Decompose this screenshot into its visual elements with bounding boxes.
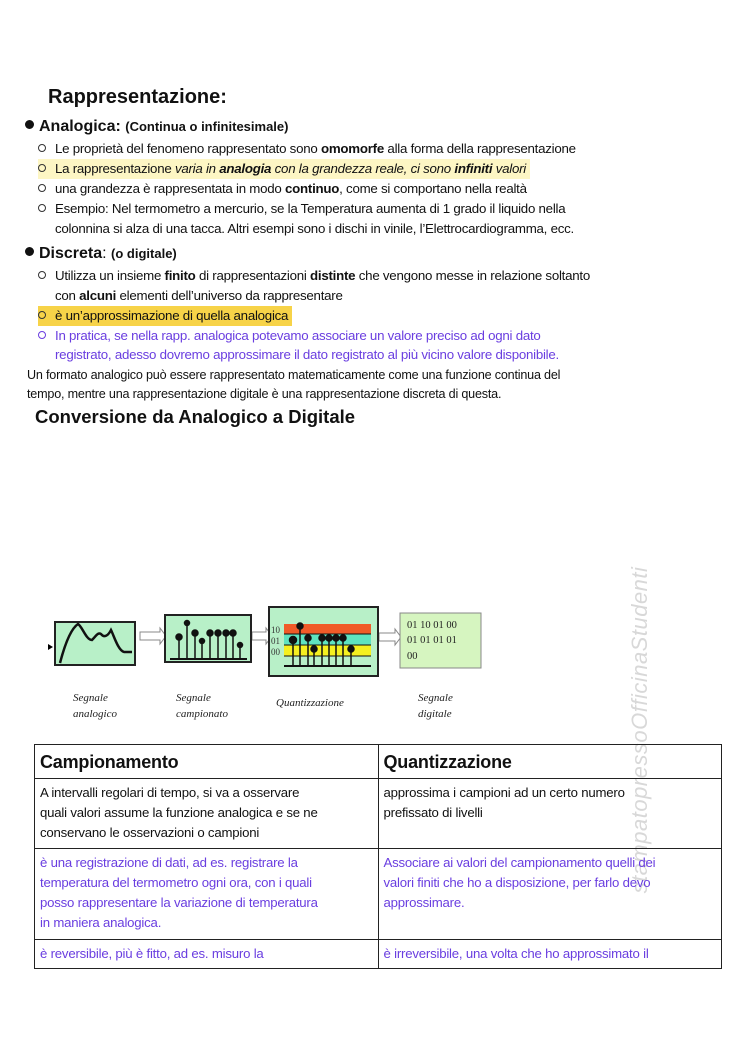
list-item-continuation: colonnina si alza di una tacca. Altri esempi sono i dischi in vinile, l’Elettrocardiogramma, ecc. [55, 221, 574, 236]
list-item: Le proprietà del fenomeno rappresentato sono omomorfe alla forma della rappresentazione [38, 139, 576, 159]
list-item: una grandezza è rappresentata in modo continuo, come si comportano nella realtà [38, 179, 527, 199]
analogica-sub: (Continua o infinitesimale) [125, 119, 289, 134]
binary-line: 01 10 01 00 [407, 620, 457, 631]
table-header: Quantizzazione [378, 745, 722, 779]
list-item-continuation: con alcuni elementi dell’universo da rappresentare [55, 288, 343, 303]
list-item: Utilizza un insieme finito di rappresentazioni distinte che vengono messe in relazione soltanto [38, 266, 590, 286]
diagram-label: Segnale [73, 692, 108, 704]
level-label: 00 [271, 647, 280, 657]
comparison-table [34, 744, 722, 969]
diagram-label: Segnale [176, 692, 211, 704]
table-cell: è reversibile, più è fitto, ad es. misuro la [35, 940, 379, 969]
section-title: Rappresentazione: [48, 86, 227, 108]
conversion-heading: Conversione da Analogico a Digitale [35, 406, 356, 427]
diagram-label: Quantizzazione [276, 697, 344, 709]
table-cell: è una registrazione di dati, ad es. registrare la temperatura del termometro ogni ora, con i quali posso rappresentare la variazione di temperatura in maniera analogica. [35, 849, 379, 940]
input-arrow-icon [48, 644, 53, 650]
discreta-heading: Discreta: (o digitale) [25, 245, 177, 263]
paragraph-line: tempo, mentre una rappresentazione digitale è una rappresentazione discreta di questa. [27, 387, 502, 401]
table-row [35, 940, 722, 969]
binary-line: 00 [407, 651, 418, 662]
diagram-label: Segnale [418, 692, 453, 704]
list-item-continuation: registrato, adesso dovremo approssimare il dato registrato al più vicino valore disponibile. [55, 347, 559, 362]
analogica-label: Analogica: [39, 118, 121, 135]
table-row [35, 849, 722, 940]
table-cell: è irreversibile, una volta che ho approssimato il [378, 940, 722, 969]
list-item: In pratica, se nella rapp. analogica potevamo associare un valore preciso ad ogni dato [38, 326, 541, 346]
level-low-band [284, 645, 371, 656]
table-cell: Associare ai valori del campionamento quelli dei valori finiti che ho a disposizione, per farlo devo approssimare. [378, 849, 722, 940]
discreta-sub: (o digitale) [111, 246, 177, 261]
table-header: Campionamento [35, 745, 379, 779]
list-item-highlighted: è un’approssimazione di quella analogica [38, 306, 292, 326]
list-item-highlighted: La rappresentazione varia in analogia con la grandezza reale, ci sono infiniti valori [38, 159, 530, 179]
table-cell: A intervalli regolari di tempo, si va a osservare quali valori assume la funzione analogica e se ne conservano le osservazioni o campioni [35, 779, 379, 849]
table-row [35, 779, 722, 849]
discreta-label: Discreta [39, 245, 103, 262]
table-header-row [35, 745, 722, 779]
diagram-label: analogico [73, 708, 117, 720]
list-item: Esempio: Nel termometro a mercurio, se la Temperatura aumenta di 1 grado il liquido nella [38, 199, 565, 219]
diagram-label: campionato [176, 708, 228, 720]
level-label: 01 [271, 636, 280, 646]
binary-line: 01 01 01 01 [407, 635, 457, 646]
table-cell: approssima i campioni ad un certo numero prefissato di livelli [378, 779, 722, 849]
paragraph-line: Un formato analogico può essere rappresentato matematicamente come una funzione continua del [27, 368, 561, 382]
watermark: stampatopressoOfficinaStudenti [627, 566, 652, 894]
level-label: 10 [271, 625, 280, 635]
diagram-label: digitale [418, 708, 452, 720]
